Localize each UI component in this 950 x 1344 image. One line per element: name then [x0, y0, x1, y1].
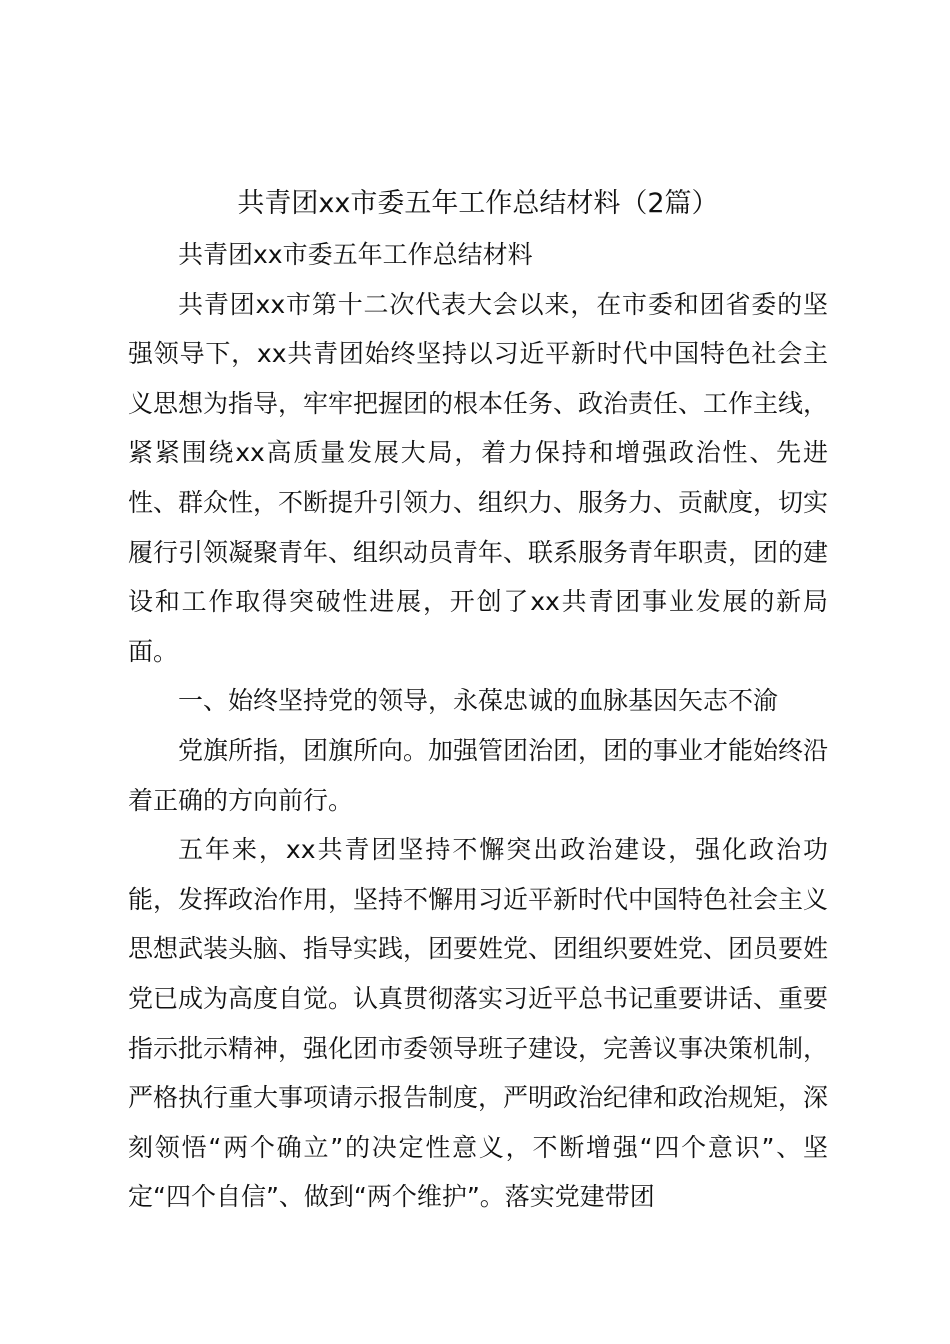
paragraph-party-flag: 党旗所指，团旗所向。加强管团治团，团的事业才能始终沿着正确的方向前行。 [128, 735, 829, 815]
paragraph-intro: 共青团xx市第十二次代表大会以来，在市委和团省委的坚强领导下，xx共青团始终坚持以习近平新时代中国特色社会主义思想为指导，牢牢把握团的根本任务、政治责任、工作主线，紧紧围绕xx高质量发展大局，着力保持和增强政治性、先进性、群众性，不断提升引领力、组织力、服务力、贡献度，切实履行引领凝聚青年、组织动员青年、联系服务青年职责，团的建设和工作取得突破性进展，开创了xx共青团事业发展的新局面。 [128, 289, 829, 666]
document-subtitle: 共青团xx市委五年工作总结材料 [178, 240, 533, 269]
paragraph-five-years: 五年来，xx共青团坚持不懈突出政治建设，强化政治功能，发挥政治作用，坚持不懈用习近平新时代中国特色社会主义思想武装头脑、指导实践，团要姓党、团组织要姓党、团员要姓党已成为高度自觉。认真贯彻落实习近平总书记重要讲话、重要指示批示精神，强化团市委领导班子建设，完善议事决策机制，严格执行重大事项请示报告制度，严明政治纪律和政治规矩，深刻领悟“两个确立”的决定性意义，不断增强“四个意识”、坚定“四个自信”、做到“两个维护”。落实党建带团 [128, 835, 829, 1212]
section-heading-1: 一、始终坚持党的领导，永葆忠诚的血脉基因矢志不渝 [178, 686, 779, 716]
document-title: 共青团xx市委五年工作总结材料（2篇） [237, 188, 719, 219]
document-body [128, 178, 828, 1222]
